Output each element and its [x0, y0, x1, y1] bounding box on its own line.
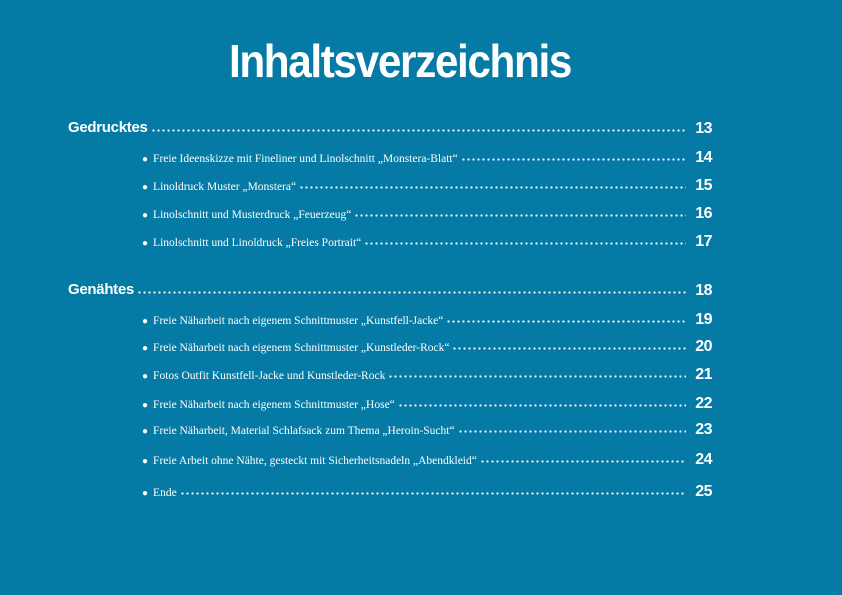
bullet-icon: ● [142, 154, 149, 165]
toc-section-label: Genähtes [68, 281, 134, 298]
toc-entry[interactable] [142, 393, 712, 411]
toc-entry[interactable] [142, 175, 712, 193]
toc-page-number: 16 [695, 205, 712, 222]
bullet-icon: ● [142, 426, 149, 437]
dot-leader [452, 347, 686, 350]
dot-leader [137, 291, 686, 294]
dot-leader [388, 375, 686, 378]
toc-entry[interactable] [142, 419, 712, 437]
toc-entry[interactable] [142, 481, 712, 499]
page-title: Inhaltsverzeichnis [228, 35, 572, 87]
toc-page-number: 25 [695, 483, 712, 500]
dot-leader [354, 214, 686, 217]
bullet-icon: ● [142, 316, 149, 327]
toc-entry[interactable] [142, 364, 712, 382]
dot-leader [299, 186, 686, 189]
dot-leader [398, 404, 686, 407]
toc-page-number: 14 [695, 149, 712, 166]
toc-entry-label: Ende [153, 487, 177, 499]
toc-page-number: 15 [695, 177, 712, 194]
toc-entry[interactable] [142, 231, 712, 249]
dot-leader [461, 158, 686, 161]
dot-leader [446, 320, 686, 323]
toc-section-label: Gedrucktes [68, 119, 148, 136]
bullet-icon: ● [142, 343, 149, 354]
toc-page-number: 18 [695, 282, 712, 299]
bullet-icon: ● [142, 210, 149, 221]
toc-entry-label: Linolschnitt und Musterdruck „Feuerzeug“ [153, 209, 352, 221]
toc-page-number: 19 [695, 311, 712, 328]
toc-entry-label: Freie Arbeit ohne Nähte, gesteckt mit Sicherheitsnadeln „Abendkleid“ [153, 455, 477, 467]
toc-entry-label: Fotos Outfit Kunstfell-Jacke und Kunstleder-Rock [153, 370, 386, 382]
toc-page-number: 23 [695, 421, 712, 438]
toc-entry[interactable] [142, 309, 712, 327]
dot-leader [480, 460, 686, 463]
toc-page-number: 13 [695, 120, 712, 137]
bullet-icon: ● [142, 400, 149, 411]
toc-entry-label: Freie Näharbeit nach eigenem Schnittmuster „Kunstfell-Jacke“ [153, 315, 444, 327]
toc-page-number: 21 [695, 366, 712, 383]
dot-leader [180, 492, 686, 495]
bullet-icon: ● [142, 371, 149, 382]
toc-section-genaehtes[interactable] [68, 280, 712, 298]
toc-entry[interactable] [142, 147, 712, 165]
toc-entry-label: Linolschnitt und Linoldruck „Freies Portrait“ [153, 237, 362, 249]
toc-entry-label: Freie Näharbeit nach eigenem Schnittmuster „Hose“ [153, 399, 395, 411]
toc-entry-label: Freie Näharbeit nach eigenem Schnittmuster „Kunstleder-Rock“ [153, 342, 450, 354]
toc-page-number: 24 [695, 451, 712, 468]
toc-entry[interactable] [142, 203, 712, 221]
dot-leader [151, 129, 686, 132]
bullet-icon: ● [142, 182, 149, 193]
bullet-icon: ● [142, 488, 149, 499]
toc-page-number: 17 [695, 233, 712, 250]
bullet-icon: ● [142, 456, 149, 467]
bullet-icon: ● [142, 238, 149, 249]
dot-leader [364, 242, 686, 245]
toc-entry-label: Linoldruck Muster „Monstera“ [153, 181, 297, 193]
toc-entry-label: Freie Ideenskizze mit Fineliner und Linolschnitt „Monstera-Blatt“ [153, 153, 458, 165]
toc-entry[interactable] [142, 449, 712, 467]
toc-page-number: 20 [695, 338, 712, 355]
toc-entry[interactable] [142, 336, 712, 354]
toc-page-number: 22 [695, 395, 712, 412]
dot-leader [458, 430, 686, 433]
toc-section-gedrucktes[interactable] [68, 118, 712, 136]
toc-entry-label: Freie Näharbeit, Material Schlafsack zum Thema „Heroin-Sucht“ [153, 425, 455, 437]
